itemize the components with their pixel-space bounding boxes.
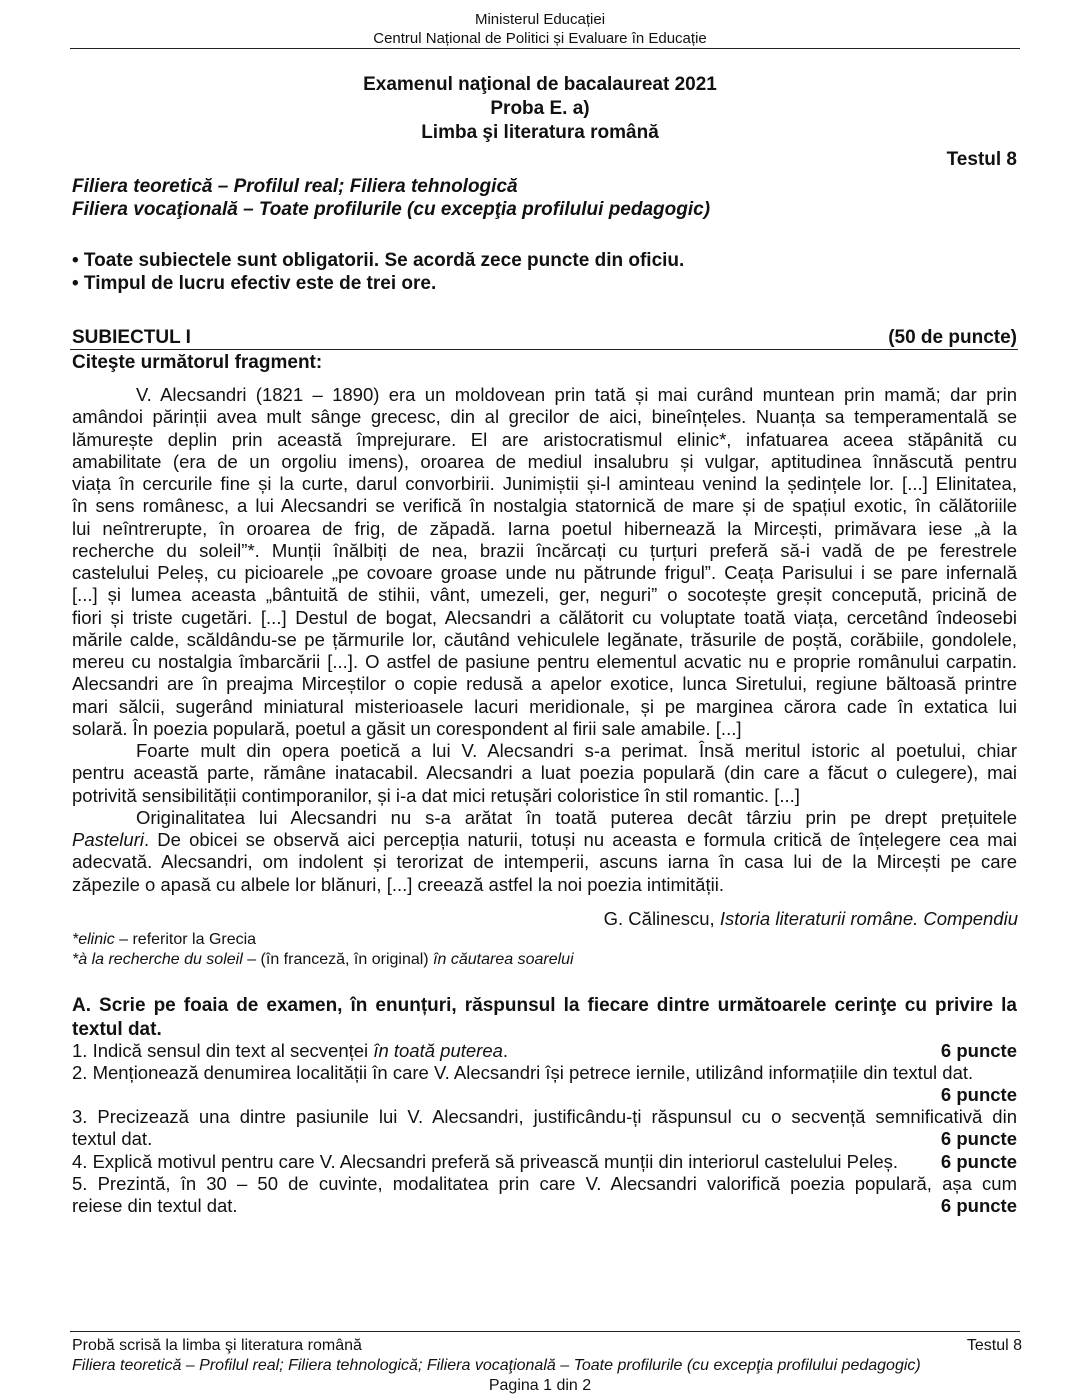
footer-rule — [70, 1331, 1020, 1332]
text-line: viața în cercurile fine și la curte, darul convorbirii. Junimiștii și-l aminteau venind la ședințele lor. [...] Elinitatea, — [72, 473, 1017, 494]
rule-item: • Timpul de lucru efectiv este de trei ore. — [72, 273, 437, 294]
section-a-heading — [72, 994, 1017, 1042]
text-line: lămurește deplin prin această împrejurare. El are aristocratismul elinic*, infatuarea aceea stăpânită cu — [72, 428, 1017, 450]
section-a-line-1: A. Scrie pe foaia de examen, în enunțuri, răspunsul la fiecare dintre următoarele cerinţe cu privire la — [72, 995, 1017, 1016]
text-line: amândoi părinții avea mult sânge grecesc, din al grecilor de aici, bineînțeles. Nuanța sa temperamentală se — [72, 406, 1017, 428]
text-line: zăpezile o apasă cu albele lor blănuri, [...] creează astfel la noi poezia intimității. — [72, 873, 724, 895]
text-line — [72, 829, 1017, 851]
test-number: Testul 8 — [946, 149, 1017, 170]
text-line: solară. În poezia populară, poetul a găsit un corespondent al firii sale amabile. [...] — [72, 717, 742, 739]
filiera-line-1: Filiera teoretică – Profilul real; Filiera tehnologică — [72, 176, 518, 197]
subiect-points: (50 de puncte) — [888, 327, 1017, 348]
footnote-term: *elinic — [72, 931, 115, 948]
pasteluri-italic: Pasteluri — [72, 829, 144, 850]
question-text: 2. Menționează denumirea localității în care V. Alecsandri își petrece iernile, utilizând informațiile din textul dat. — [72, 1062, 974, 1083]
text-line: castelului Peleș, cu picioarele „pe covoare groase unde nu pătrunde frigul”. Ceața Parisului i se pare infernală — [72, 562, 1017, 583]
text-line: recherche du soleil”*. Munții înălbiți de nea, brazii încărcați cu țurțuri preferă să-i vadă de pe ferestrele — [72, 539, 1017, 561]
text-line: mereu cu nostalgia îmbarcării [...]. O astfel de pasiune pentru elementul acvatic nu e proprie românului carpatin. — [72, 651, 1017, 672]
text-line: lui neîntrerupte, în oroarea de frig, de zăpadă. Iarna poetul hibernează la Mircești, primăvara iese „à la — [72, 517, 1017, 539]
question-3 — [72, 1106, 1017, 1128]
section-a-line-2: textul dat. — [72, 1019, 162, 1040]
question-points: 6 puncte — [940, 1084, 1017, 1105]
source-citation — [604, 908, 1018, 930]
footnote-def: – referitor la Grecia — [114, 931, 257, 948]
filiera-line-2: Filiera vocaţională – Toate profilurile (cu excepţia profilului pedagogic) — [72, 199, 711, 220]
question-text — [72, 1040, 508, 1062]
text-line: V. Alecsandri (1821 – 1890) era un moldovean prin tată și mai curând muntean prin mamă; dar prin — [136, 384, 1017, 405]
question-italic: în toată puterea — [373, 1040, 503, 1061]
question-text: reiese din textul dat. — [72, 1195, 238, 1216]
question-segment: . — [502, 1040, 509, 1061]
page-number: Pagina 1 din 2 — [488, 1377, 592, 1394]
text-line: Alecsandri are în preajma Mirceștilor o copie redusă a apelor exotice, lunca Siretului, regiune băltoasă printre — [72, 673, 1017, 695]
question-points: 6 puncte — [940, 1151, 1017, 1172]
text-line: adecvată. Alecsandri, om indolent și terorizat de intemperii, ascuns iarna în casa lui de la Mircești pe care — [72, 851, 1017, 873]
footnote-translation: în căutarea soarelui — [433, 951, 574, 968]
source-author: G. Călinescu, — [603, 908, 720, 929]
text-line: Originalitatea lui Alecsandri nu s-a arătat în toată puterea decât târziu prin pe drept prețuitele — [136, 806, 1017, 828]
text-line: fiori și triste cugetări. [...] Destul de bogat, Alecsandri a călătorit cu voluptate toată viața, cercetând îndeosebi — [72, 606, 1017, 628]
question-2-points-row — [72, 1084, 1017, 1106]
footnote-def: – (în franceză, în original) — [242, 951, 434, 968]
rule-item: • Toate subiectele sunt obligatorii. Se acordă zece puncte din oficiu. — [72, 250, 685, 271]
source-work: Istoria literaturii române. Compendiu — [719, 908, 1018, 929]
question-4 — [72, 1151, 1017, 1173]
footer-line-2: Filiera teoretică – Profilul real; Filiera tehnologică; Filiera vocaţională – Toate profilurile (cu excepţia profilului pedagogic) — [72, 1357, 921, 1374]
text-segment: . De obicei se observă aici percepția naturii, totuși nu aceasta e formula critică de înțelegere cea mai — [143, 829, 1017, 850]
question-5 — [72, 1173, 1017, 1195]
footnote-1 — [72, 930, 256, 950]
footnote-2 — [72, 950, 574, 970]
exam-title: Examenul naţional de bacalaureat 2021 — [363, 74, 717, 95]
question-text: 4. Explică motivul pentru care V. Alecsandri preferă să privească munții din interiorul castelului Peleș. — [72, 1151, 899, 1172]
text-line: mările calde, scăldându-se pe țărmurile lor, căutând vehiculele legănate, trăsurile de poștă, corăbiile, gondolele, — [72, 628, 1017, 650]
question-points: 6 puncte — [940, 1128, 1017, 1149]
question-text: 3. Precizează una dintre pasiunile lui V. Alecsandri, justificându-ți răspunsul cu o secvență semnificativă din — [72, 1106, 1017, 1127]
text-line: amabilitate (era de un orgoliu imens), oroarea de mediul insalubru și vulgar, aptitudinea înnăscută pentru — [72, 450, 1017, 472]
question-5-second-line — [72, 1195, 1017, 1217]
text-line: [...] și lumea aceasta „bântuită de stihii, vânt, umezeli, ger, neguri” o socotește greșit concepută, pricină de — [72, 584, 1017, 606]
question-segment: 1. Indică sensul din text al secvenței — [72, 1040, 374, 1061]
header-rule — [70, 48, 1020, 49]
question-text: 5. Prezintă, în 30 – 50 de cuvinte, modalitatea prin care V. Alecsandri valorifică poezia populară, așa cum — [72, 1173, 1017, 1194]
text-line: Foarte mult din opera poetică a lui V. Alecsandri s-a perimat. Însă meritul istoric al poetului, chiar — [136, 740, 1017, 761]
fragment-text — [72, 384, 1017, 896]
exam-subject: Limba şi literatura română — [421, 122, 659, 143]
subiect-rule — [70, 349, 1018, 350]
exam-proba: Proba E. a) — [490, 98, 590, 119]
question-points: 6 puncte — [940, 1195, 1017, 1216]
question-1 — [72, 1040, 1017, 1062]
question-2 — [72, 1062, 1017, 1084]
ministry-name: Ministerul Educației — [474, 11, 606, 28]
question-points: 6 puncte — [940, 1040, 1017, 1061]
footer-test: Testul 8 — [966, 1337, 1022, 1354]
footnote-term: *à la recherche du soleil — [72, 951, 243, 968]
text-line: potrivită sensibilității contimporanilor, și i-a dat mici retușări coloristice în stil romantic. [...] — [72, 784, 800, 806]
subiect-label: SUBIECTUL I — [72, 327, 191, 348]
center-name: Centrul Național de Politici și Evaluare în Educație — [373, 30, 707, 47]
question-text: textul dat. — [72, 1128, 153, 1149]
text-line: pentru această parte, rămâne inatacabil. Alecsandri a luat poezia populară (din care a făcut o culegere), mai — [72, 762, 1017, 784]
footer-line-1: Probă scrisă la limba şi literatura română — [72, 1337, 362, 1354]
text-line: mari sălcii, sugerând miniatural misterioasele lacuri meridionale, și pe marginea cărora cade în extatica lui — [72, 695, 1017, 717]
text-line: în sens românesc, a lui Alecsandri se verifică în nostalgia statornică de mare și de spațiul exotic, în călătoriile — [72, 495, 1017, 517]
question-3-second-line — [72, 1128, 1017, 1150]
instruction: Citeşte următorul fragment: — [72, 352, 323, 373]
